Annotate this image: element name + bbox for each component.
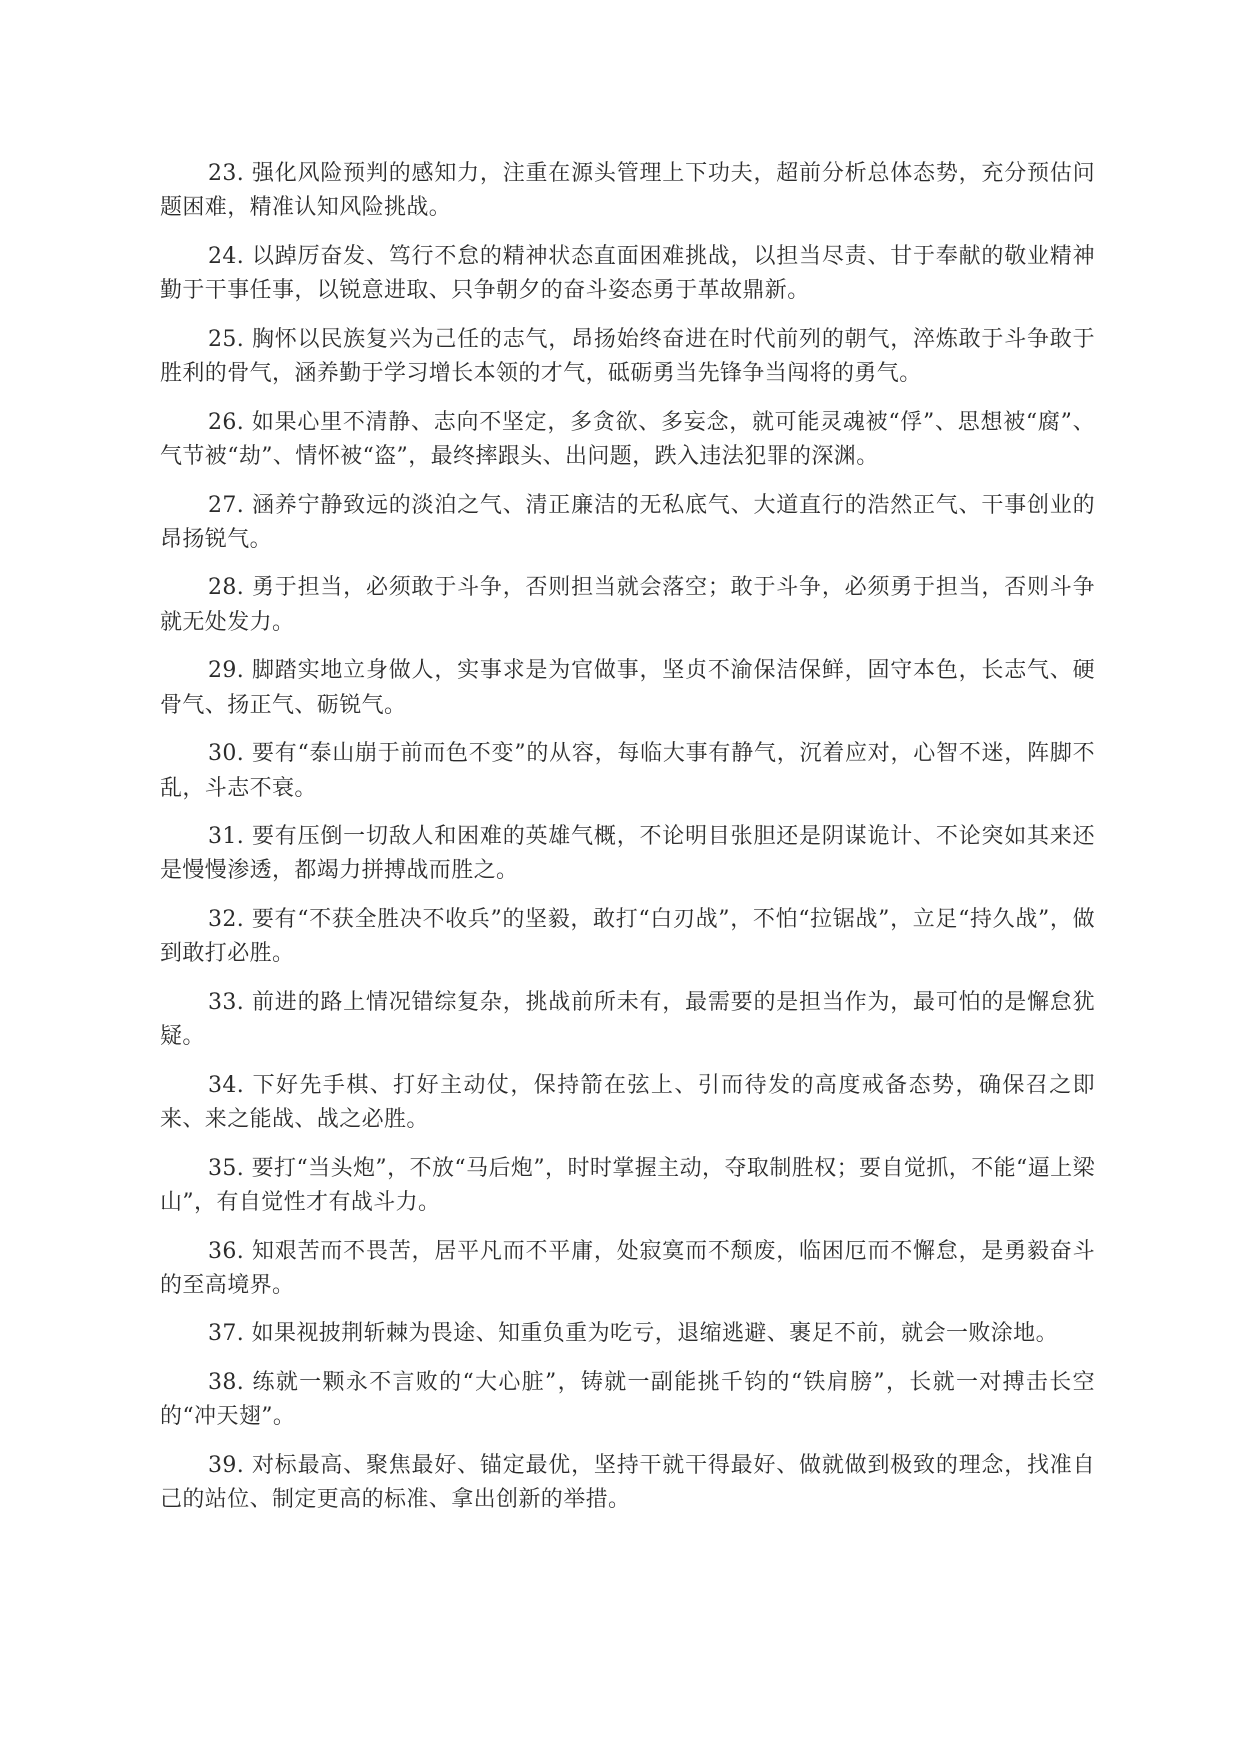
paragraph-25: 25. 胸怀以民族复兴为己任的志气，昂扬始终奋进在时代前列的朝气，淬炼敢于斗争敢于胜利的骨气，涵养勤于学习增长本领的才气，砥砺勇当先锋争当闯将的勇气。 [160, 326, 1095, 387]
paragraph-32: 32. 要有“不获全胜决不收兵”的坚毅，敢打“白刃战”，不怕“拉锯战”，立足“持久战”，做到敢打必胜。 [160, 907, 1095, 967]
paragraph-36: 36. 知艰苦而不畏苦，居平凡而不平庸，处寂寞而不颓废，临困厄而不懈怠，是勇毅奋斗的至高境界。 [160, 1238, 1095, 1298]
document-body [160, 157, 1095, 1532]
paragraph-35: 35. 要打“当头炮”，不放“马后炮”，时时掌握主动，夺取制胜权；要自觉抓，不能“逼上梁山”，有自觉性才有战斗力。 [160, 1155, 1095, 1215]
paragraph-29: 29. 脚踏实地立身做人，实事求是为官做事，坚贞不渝保洁保鲜，固守本色，长志气、硬骨气、扬正气、砺锐气。 [160, 658, 1095, 718]
paragraph-39: 39. 对标最高、聚焦最好、锚定最优，坚持干就干得最好、做就做到极致的理念，找准自己的站位、制定更高的标准、拿出创新的举措。 [160, 1452, 1095, 1513]
paragraph-28: 28. 勇于担当，必须敢于斗争，否则担当就会落空；敢于斗争，必须勇于担当，否则斗争就无处发力。 [160, 575, 1095, 635]
paragraph-26: 26. 如果心里不清静、志向不坚定，多贪欲、多妄念，就可能灵魂被“俘”、思想被“腐”、气节被“劫”、情怀被“盗”，最终摔跟头、出问题，跌入违法犯罪的深渊。 [160, 409, 1095, 469]
paragraph-24: 24. 以踔厉奋发、笃行不怠的精神状态直面困难挑战，以担当尽责、甘于奉献的敬业精神勤于干事任事，以锐意进取、只争朝夕的奋斗姿态勇于革故鼎新。 [160, 243, 1095, 304]
paragraph-31: 31. 要有压倒一切敌人和困难的英雄气概，不论明目张胆还是阴谋诡计、不论突如其来还是慢慢渗透，都竭力拼搏战而胜之。 [160, 824, 1095, 884]
paragraph-38: 38. 练就一颗永不言败的“大心脏”，铸就一副能挑千钧的“铁肩膀”，长就一对搏击长空的“冲天翅”。 [160, 1370, 1095, 1430]
paragraph-30: 30. 要有“泰山崩于前而色不变”的从容，每临大事有静气，沉着应对，心智不迷，阵脚不乱，斗志不衰。 [160, 741, 1095, 801]
paragraph-37: 37. 如果视披荆斩棘为畏途、知重负重为吃亏，退缩逃避、裹足不前，就会一败涂地。 [208, 1321, 1058, 1347]
paragraph-33: 33. 前进的路上情况错综复杂，挑战前所未有，最需要的是担当作为，最可怕的是懈怠犹疑。 [160, 989, 1095, 1050]
paragraph-27: 27. 涵养宁静致远的淡泊之气、清正廉洁的无私底气、大道直行的浩然正气、干事创业的昂扬锐气。 [160, 492, 1095, 552]
paragraph-23: 23. 强化风险预判的感知力，注重在源头管理上下功夫，超前分析总体态势，充分预估问题困难，精准认知风险挑战。 [160, 161, 1095, 221]
paragraph-34: 34. 下好先手棋、打好主动仗，保持箭在弦上、引而待发的高度戒备态势，确保召之即来、来之能战、战之必胜。 [160, 1072, 1095, 1133]
